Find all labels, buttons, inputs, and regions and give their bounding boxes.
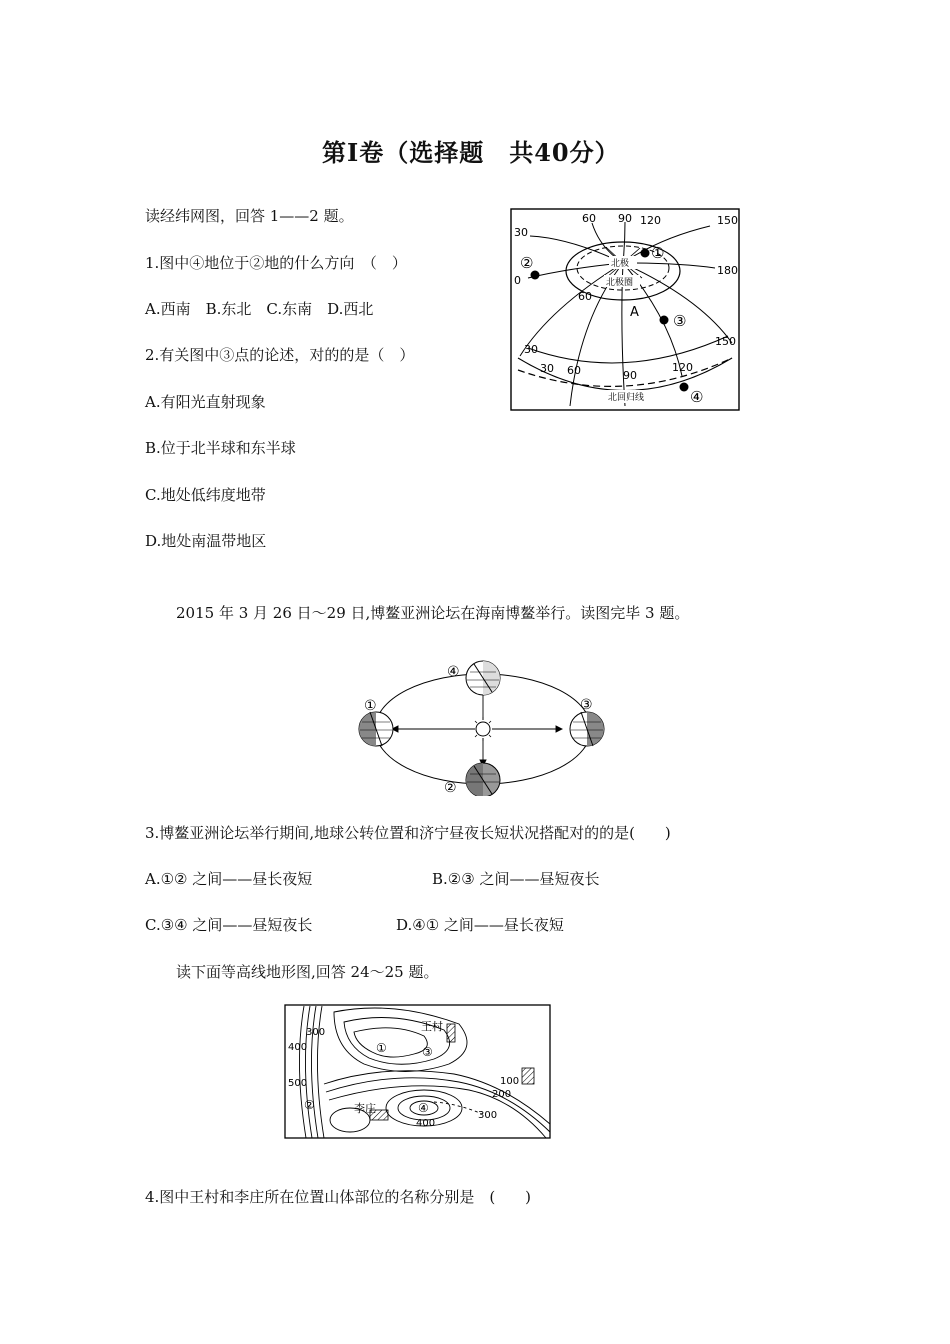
orbit-diagram [352, 658, 612, 796]
longitude-label: 120 [640, 214, 661, 227]
contour-marker-2: ② [304, 1098, 315, 1112]
longitude-label: 0 [514, 274, 521, 287]
question-1-options: A.西南 B.东北 C.东南 D.西北 [145, 300, 374, 318]
point-2-label: ② [520, 254, 534, 272]
contour-map [284, 1004, 551, 1139]
longitude-label: 30 [540, 362, 554, 375]
contour-label: 400 [288, 1042, 308, 1053]
question-2-stem: 2.有关图中③点的论述，对的的是（ ） [145, 346, 415, 364]
contour-marker-4: ④ [418, 1101, 429, 1115]
point-4-label: ④ [690, 388, 704, 406]
orbit-label-1: ① [364, 698, 377, 714]
point-1-dot [641, 249, 650, 258]
graticule-map [510, 208, 740, 411]
page-title: 第Ⅰ卷（选择题 共40分） [322, 138, 620, 167]
longitude-label: 30 [514, 226, 528, 239]
longitude-label: 30 [524, 343, 538, 356]
longitude-label: 90 [618, 212, 632, 225]
village-wang-label: 王村 [421, 1020, 443, 1033]
point-3-dot [660, 316, 669, 325]
longitude-label: 60 [567, 364, 581, 377]
arctic-circle-label: 北极圈 [606, 278, 634, 288]
question-3-option-b: B.②③ 之间——昼短夜长 [432, 870, 600, 888]
longitude-label: 60 [582, 212, 596, 225]
earth-position-3 [570, 712, 604, 746]
point-4-dot [680, 383, 689, 392]
longitude-label: 90 [623, 369, 637, 382]
north-pole-label: 北极 [611, 259, 630, 269]
longitude-label: 180 [717, 264, 738, 277]
village-li-label: 李庄 [354, 1102, 376, 1115]
contour-label: 300 [306, 1027, 326, 1038]
orbit-label-3: ③ [580, 697, 593, 713]
longitude-label: 60 [578, 290, 592, 303]
contour-label: 200 [492, 1089, 512, 1100]
question-2-option-d: D.地处南温带地区 [145, 532, 267, 550]
question-3-option-a: A.①② 之间——昼长夜短 [145, 870, 313, 888]
contour-label: 400 [416, 1118, 436, 1129]
earth-position-4 [466, 661, 500, 695]
point-1-label: ① [651, 244, 665, 262]
contour-label: 300 [478, 1110, 498, 1121]
question-2-option-b: B.位于北半球和东半球 [145, 439, 296, 457]
longitude-label: 150 [717, 214, 738, 227]
question-4-stem: 4.图中王村和李庄所在位置山体部位的名称分别是 ( ) [145, 1188, 532, 1206]
question-2-option-a: A.有阳光直射现象 [145, 393, 266, 411]
question-3-option-c: C.③④ 之间——昼短夜长 [145, 916, 313, 934]
question-2-option-c: C.地处低纬度地带 [145, 486, 266, 504]
contour-marker-3: ③ [422, 1045, 433, 1059]
question-3-stem: 3.博鳌亚洲论坛举行期间,地球公转位置和济宁昼夜长短状况搭配对的的是( ) [145, 824, 671, 842]
contour-label: 100 [500, 1076, 520, 1087]
contour-marker-1: ① [376, 1041, 387, 1055]
question-3-option-d: D.④① 之间——昼长夜短 [396, 916, 564, 934]
point-a-label: A [630, 305, 639, 320]
question-intro-3: 读下面等高线地形图,回答 24～25 题。 [176, 963, 439, 981]
longitude-label: 120 [672, 361, 693, 374]
earth-position-2 [466, 763, 500, 796]
point-3-label: ③ [673, 312, 687, 330]
tropic-label: 北回归线 [608, 393, 645, 403]
question-intro-2: 2015 年 3 月 26 日～29 日,博鳌亚洲论坛在海南博鳌举行。读图完毕 3 题。 [176, 604, 690, 622]
orbit-label-2: ② [444, 780, 457, 796]
earth-position-1 [359, 712, 393, 746]
question-1-stem: 1.图中④地位于②地的什么方向 （ ） [145, 254, 407, 272]
orbit-label-4: ④ [447, 664, 460, 680]
question-intro-1: 读经纬网图，回答 1——2 题。 [145, 207, 354, 225]
longitude-label: 150 [715, 335, 736, 348]
sun-icon [476, 722, 490, 736]
contour-label: 500 [288, 1078, 308, 1089]
